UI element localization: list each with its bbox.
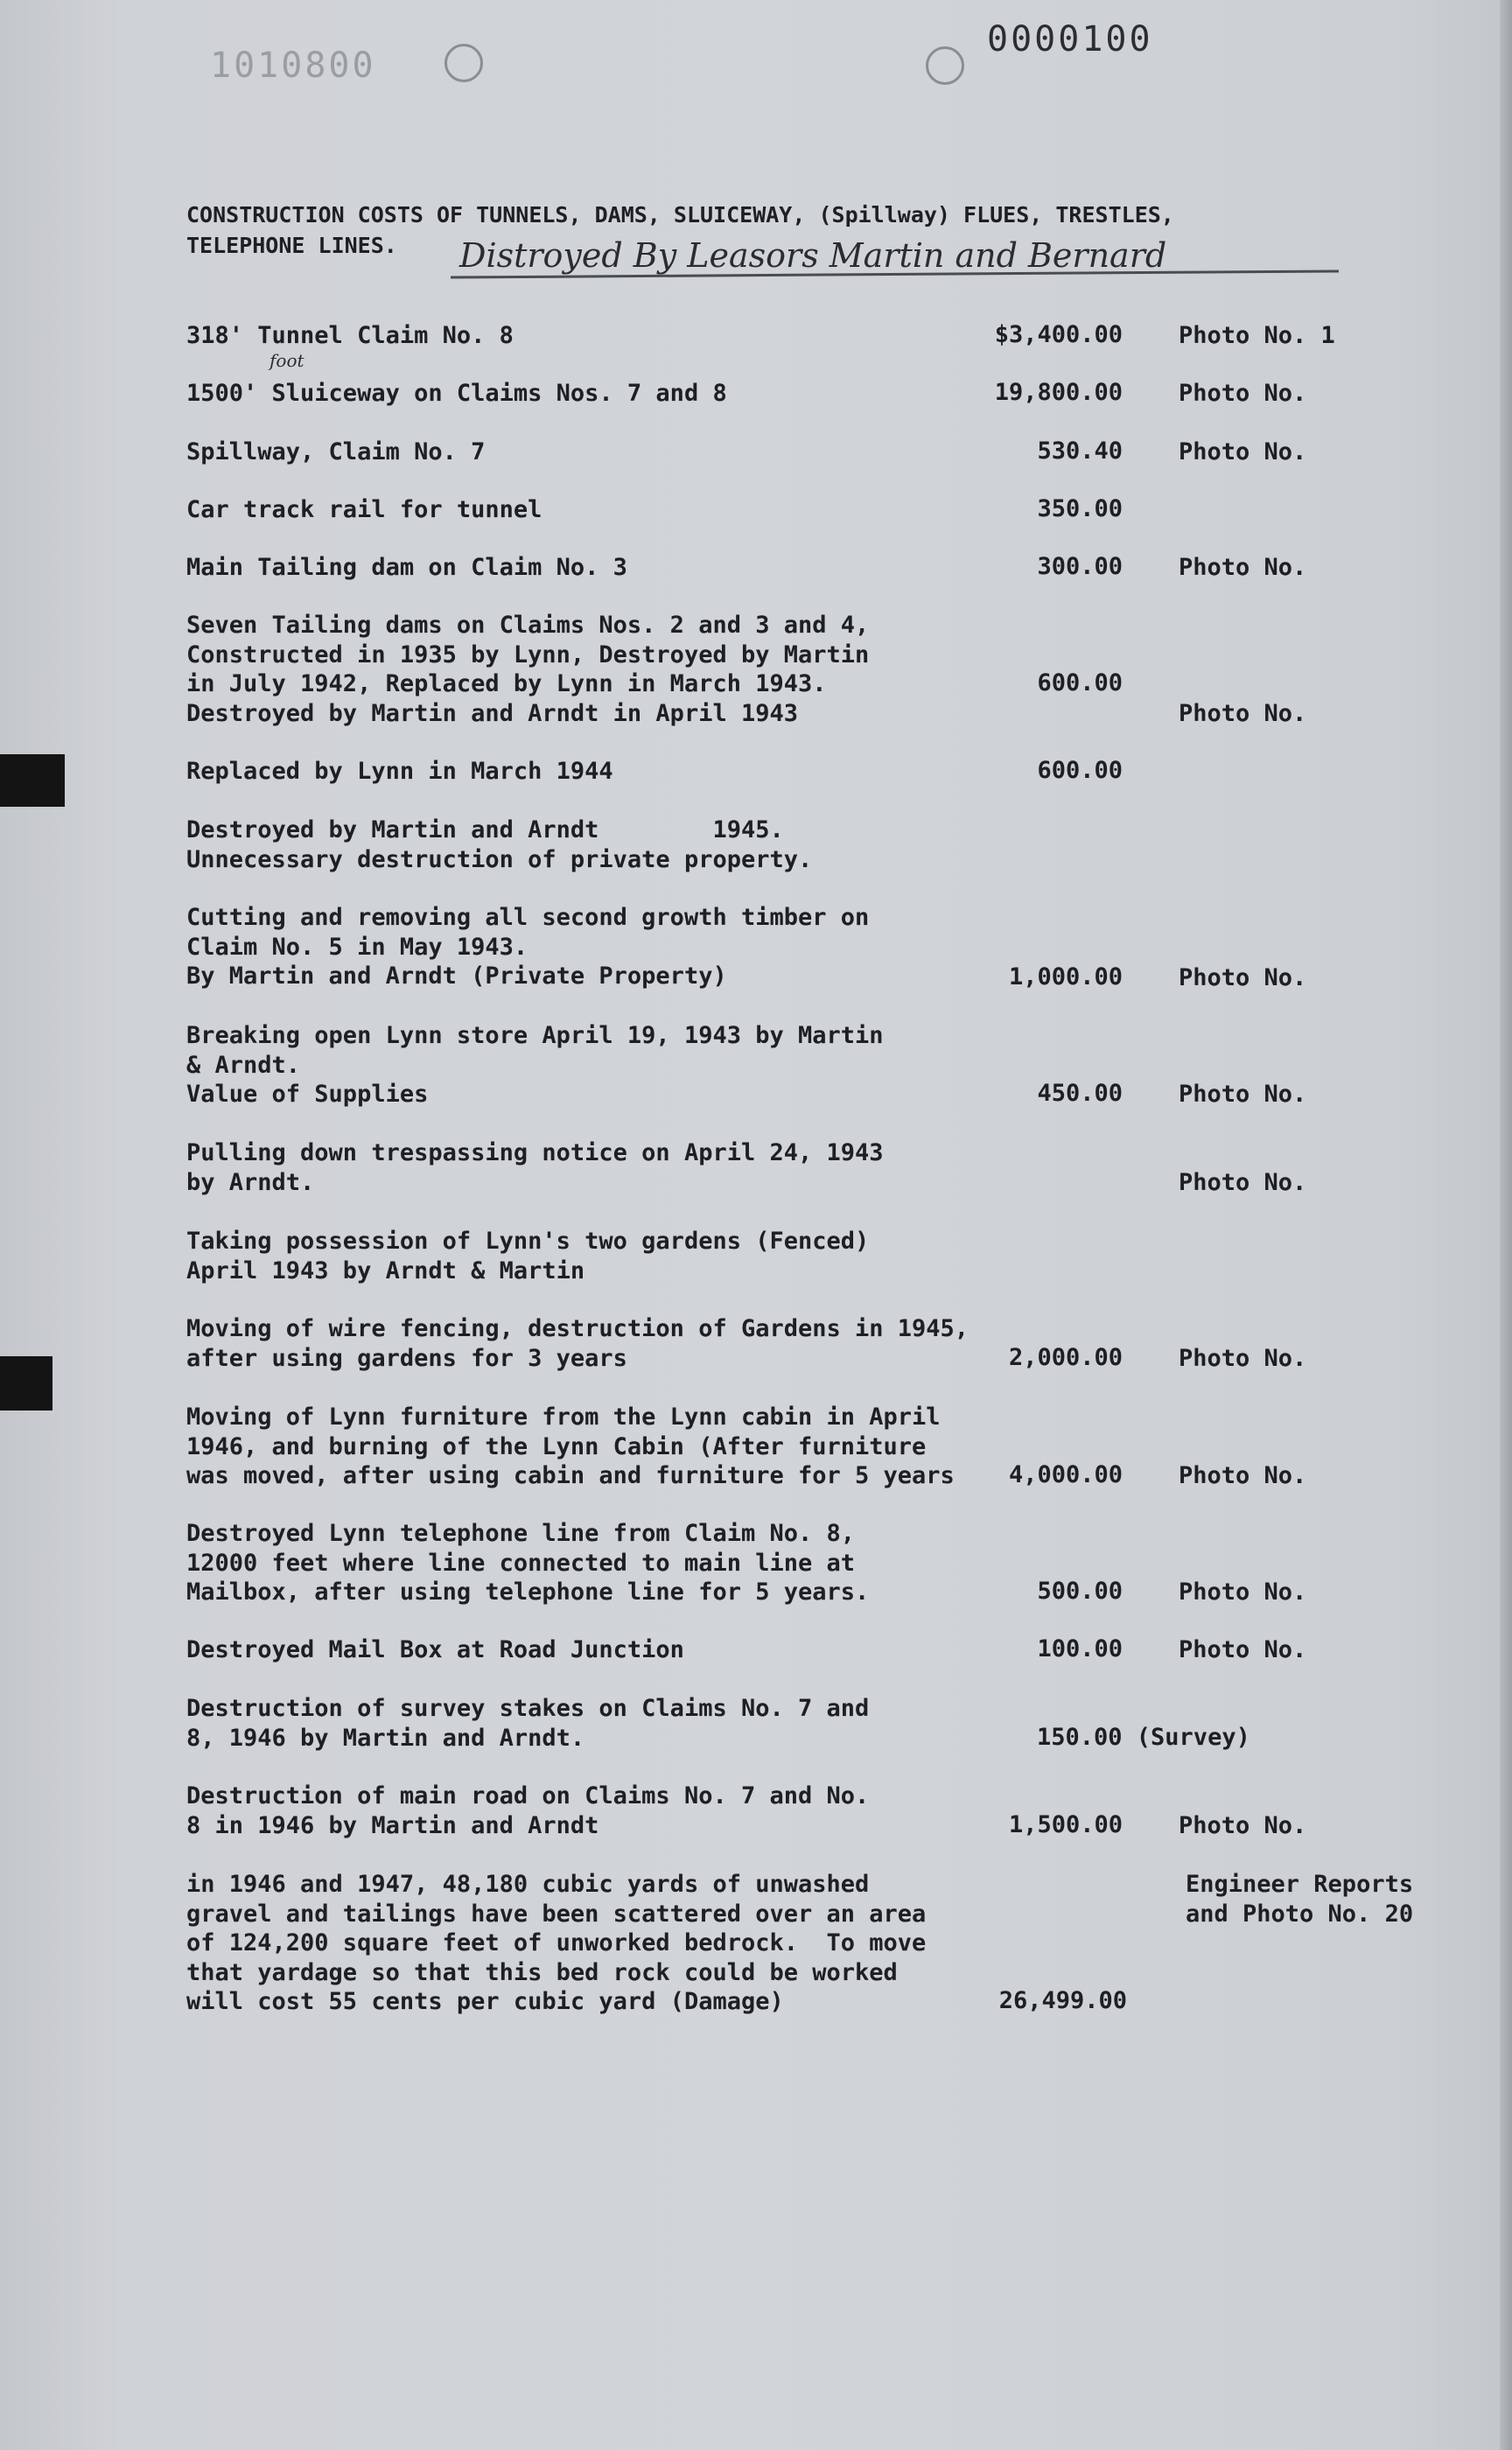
- entry-amount: 1,500.00: [1008, 1811, 1123, 1838]
- entry-photo: Photo No.: [1179, 964, 1307, 991]
- margin-mark-upper: [0, 754, 65, 807]
- entry-text: Destroyed Lynn telephone line from Claim No. 8, 12000 feet where line connected to main line at Mailbox, after using telephone line for 5 years.: [186, 1520, 870, 1606]
- entry-text: Seven Tailing dams on Claims Nos. 2 and 3 and 4, Constructed in 1935 by Lynn, Destroyed by Martin in July 1942, Replaced by Lynn in March 1943. Destroyed by Martin and Arndt in April 1943: [186, 612, 870, 727]
- margin-mark-lower: [0, 1356, 52, 1410]
- entry-text: Breaking open Lynn store April 19, 1943 by Martin & Arndt. Value of Supplies: [186, 1022, 884, 1108]
- stamp-number-right: 0000100: [987, 19, 1153, 60]
- entry-text: Car track rail for tunnel: [186, 496, 542, 523]
- entry-text: Pulling down trespassing notice on April 24, 1943 by Arndt.: [186, 1139, 884, 1196]
- entry-photo: Photo No. 1: [1179, 322, 1335, 349]
- entry-amount: 500.00: [1037, 1578, 1123, 1605]
- stamp-number-left: 1010800: [210, 46, 376, 86]
- entry-amount: 100.00: [1037, 1635, 1123, 1662]
- entry-text: Destroyed Mail Box at Road Junction: [186, 1636, 684, 1663]
- punch-hole-right: [926, 46, 964, 85]
- entry-text: in 1946 and 1947, 48,180 cubic yards of unwashed gravel and tailings have been scattered over an area of 124,200 square feet of unworked bedrock. To move that yardage so that this bed rock could be worked will cost 55 cents per cubic yard (Damage): [186, 1871, 927, 2015]
- entry-photo: Engineer Reports and Photo No. 20: [1186, 1871, 1414, 1928]
- entry-photo: Photo No.: [1179, 1578, 1307, 1606]
- entry-photo: Photo No.: [1179, 1081, 1307, 1108]
- entry-amount: $3,400.00: [994, 321, 1123, 348]
- entry-amount: 2,000.00: [1008, 1344, 1123, 1371]
- entry-amount: 1,000.00: [1008, 963, 1123, 990]
- entry-text: Taking possession of Lynn's two gardens (Fenced) April 1943 by Arndt & Martin: [186, 1228, 870, 1284]
- punch-hole-left: [444, 44, 483, 82]
- entry-text: 1500' Sluiceway on Claims Nos. 7 and 8: [186, 380, 727, 407]
- entry-text: Cutting and removing all second growth timber on Claim No. 5 in May 1943. By Martin and Arndt (Private Property): [186, 904, 870, 990]
- entry-photo: Photo No.: [1179, 438, 1307, 466]
- entry-amount: 19,800.00: [994, 379, 1123, 406]
- entry-text: 318' Tunnel Claim No. 8: [186, 322, 514, 349]
- page-edge: [1500, 0, 1512, 2450]
- entry-text: Destruction of main road on Claims No. 7 and No. 8 in 1946 by Martin and Arndt: [186, 1782, 870, 1839]
- entry-amount: 450.00: [1037, 1080, 1123, 1107]
- entry-photo: Photo No.: [1179, 1462, 1307, 1489]
- entry-text: Spillway, Claim No. 7: [186, 438, 486, 466]
- entry-amount: 600.00: [1037, 757, 1123, 784]
- entry-photo: Photo No.: [1179, 1169, 1307, 1196]
- entry-amount: 4,000.00: [1008, 1461, 1123, 1488]
- title-line-2: TELEPHONE LINES.: [186, 233, 397, 258]
- entry-text: Moving of Lynn furniture from the Lynn cabin in April 1946, and burning of the Lynn Cabin (After furniture was moved, after using cabin and furniture for 5 years: [186, 1404, 955, 1489]
- entry-text: Moving of wire fencing, destruction of Gardens in 1945, after using gardens for 3 years: [186, 1315, 970, 1372]
- entry-amount: 150.00 (Survey): [1037, 1724, 1250, 1751]
- entry-photo: Photo No.: [1179, 1636, 1307, 1663]
- entry-amount: 350.00: [1037, 495, 1123, 522]
- entry-amount: 530.40: [1037, 438, 1123, 465]
- entry-text: Destruction of survey stakes on Claims No. 7 and 8, 1946 by Martin and Arndt.: [186, 1695, 870, 1752]
- entry-text: Replaced by Lynn in March 1944: [186, 758, 613, 785]
- title-line-1: CONSTRUCTION COSTS OF TUNNELS, DAMS, SLUICEWAY, (Spillway) FLUES, TRESTLES,: [186, 202, 1174, 228]
- entry-photo: Photo No.: [1179, 1812, 1307, 1839]
- entry-text: Main Tailing dam on Claim No. 3: [186, 554, 627, 581]
- entry-photo: Photo No.: [1179, 1345, 1307, 1372]
- handwritten-foot-note: foot: [270, 350, 304, 371]
- entry-amount: 600.00: [1037, 669, 1123, 696]
- entry-amount: 300.00: [1037, 553, 1123, 580]
- entry-photo: Photo No.: [1179, 700, 1307, 727]
- entry-amount: 26,499.00: [998, 1987, 1127, 2014]
- entry-photo: Photo No.: [1179, 380, 1307, 407]
- handwritten-annotation: Distroyed By Leasors Martin and Bernard: [459, 236, 1167, 275]
- entry-photo: Photo No.: [1179, 554, 1307, 581]
- entry-text: Destroyed by Martin and Arndt 1945. Unnecessary destruction of private property.: [186, 816, 813, 873]
